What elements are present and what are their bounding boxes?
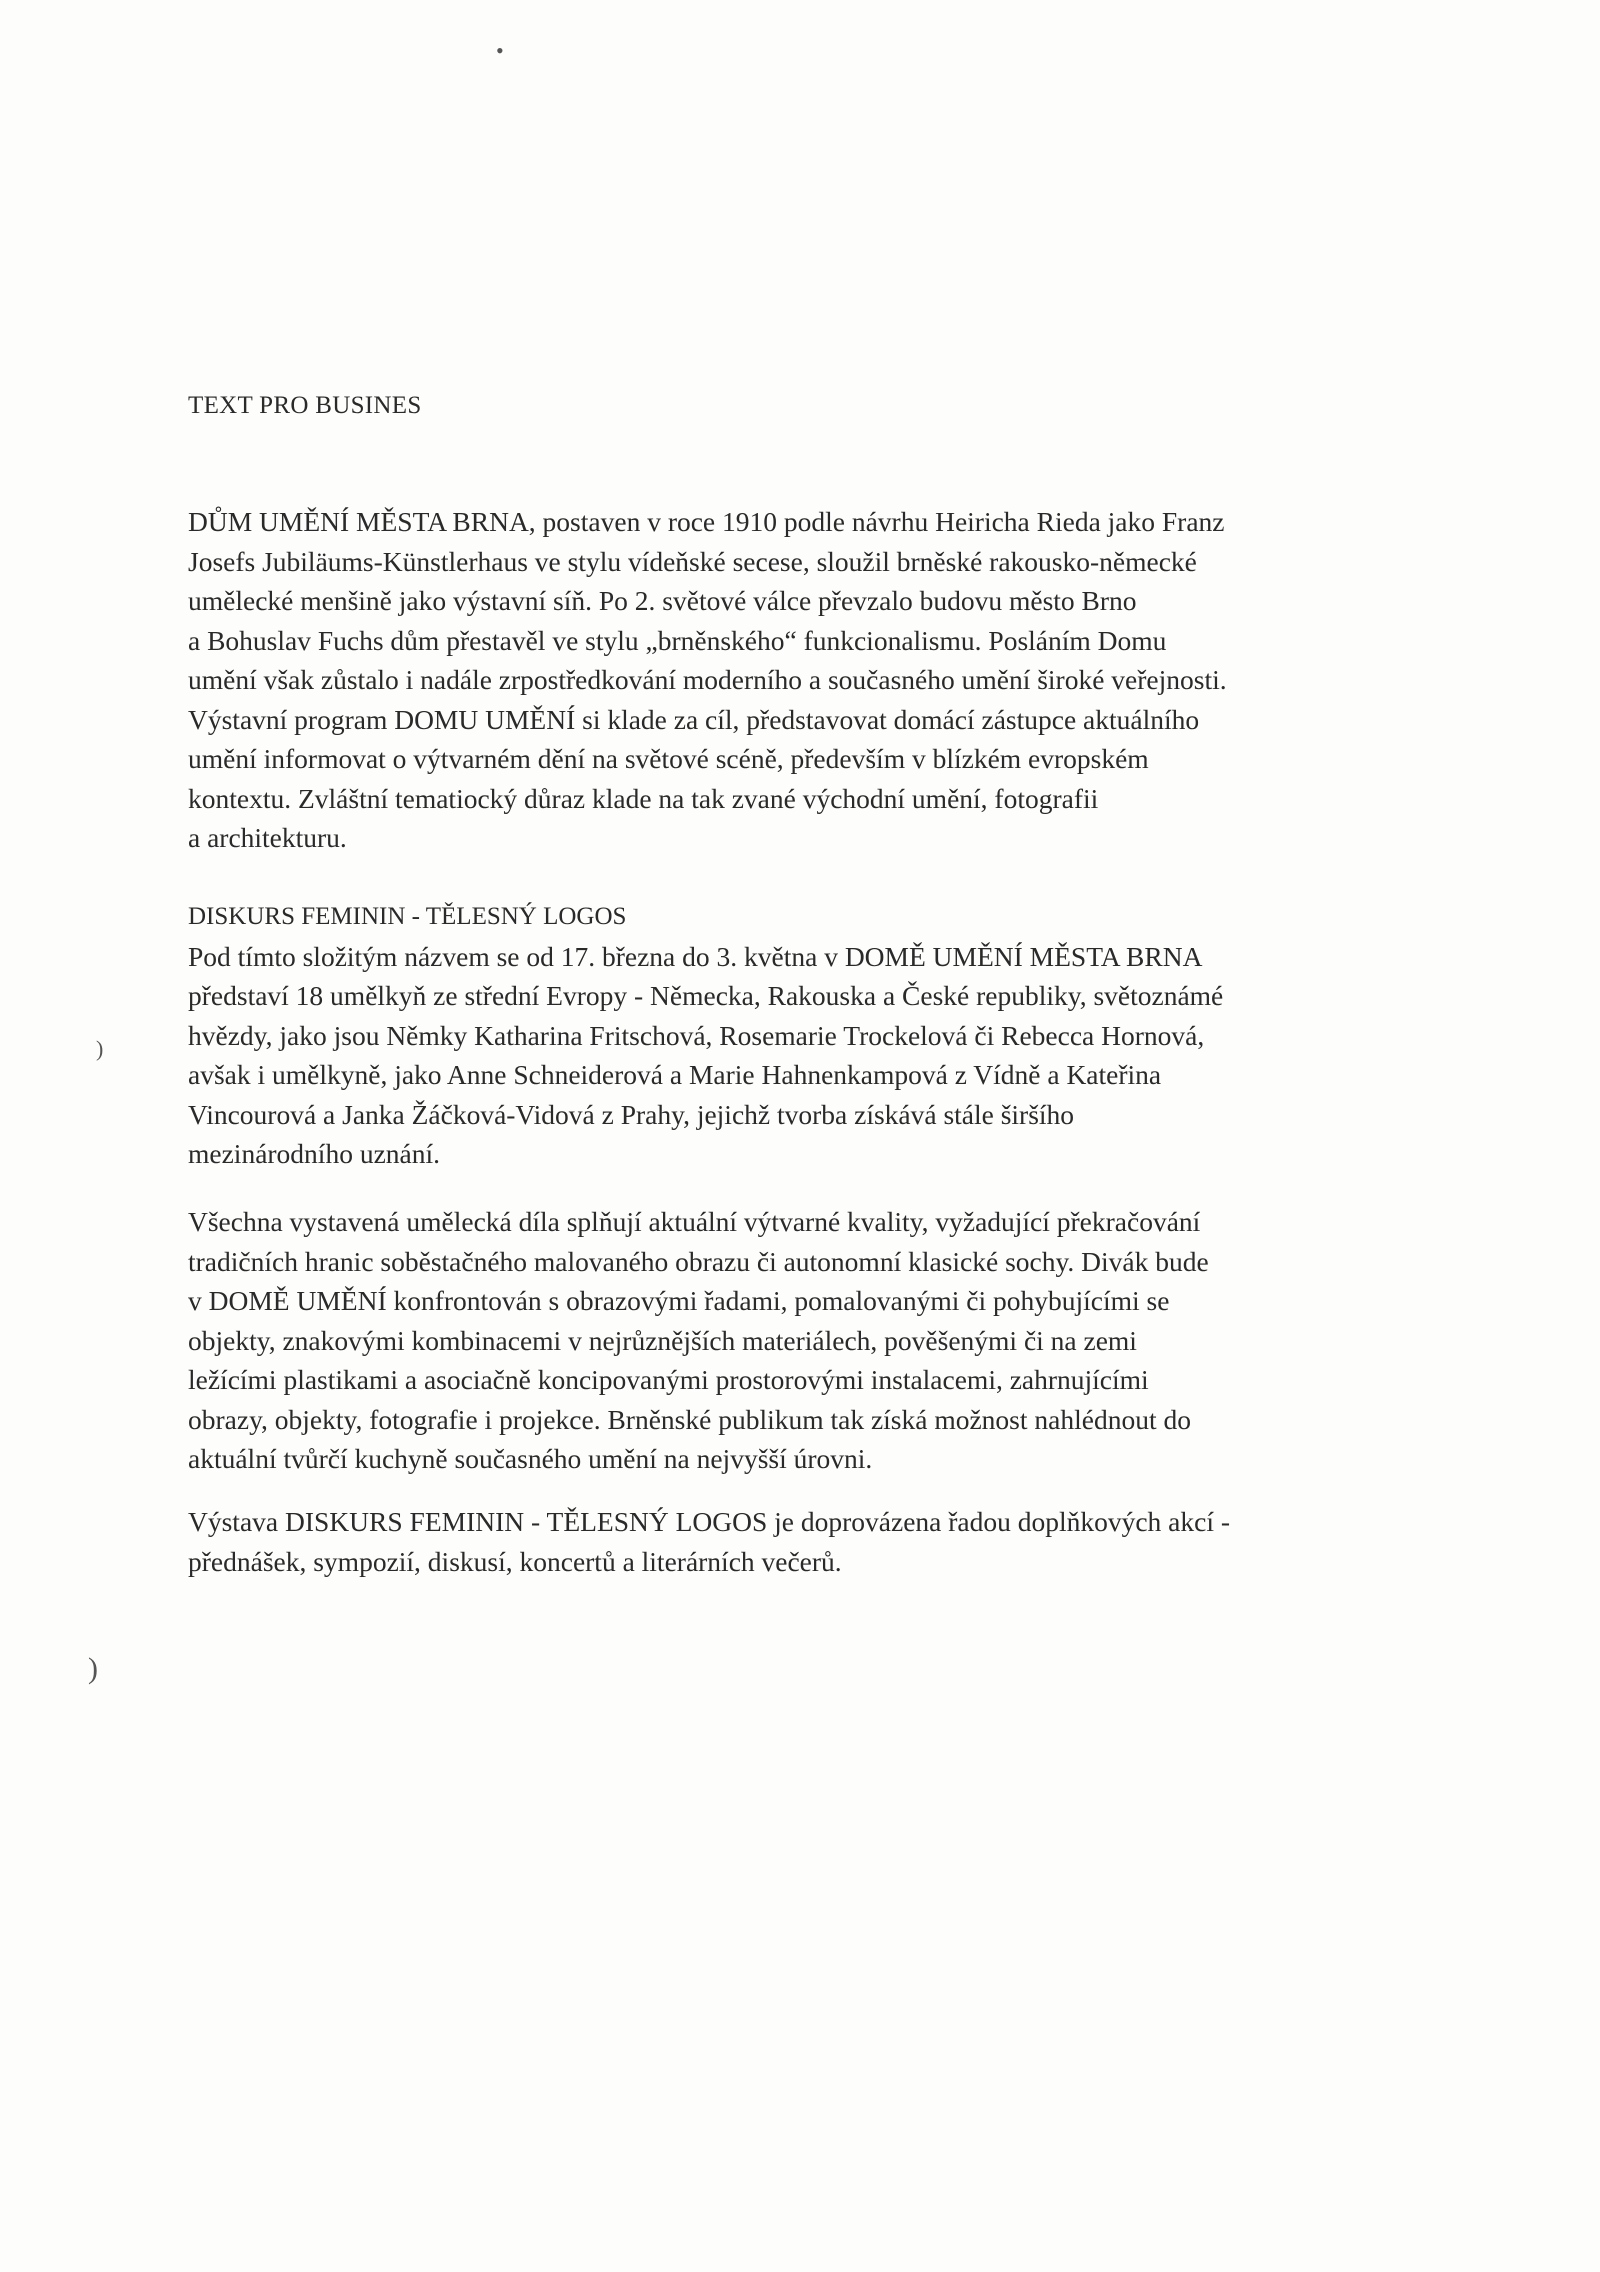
intro-line: a Bohuslav Fuchs dům přestavěl ve stylu „brněnského“ funkcionalismu. Posláním Domu: [188, 624, 1167, 656]
exhibition-line: představí 18 umělkyň ze střední Evropy - Německa, Rakouska a České republiky, světoznámé: [188, 980, 1224, 1011]
intro-line: kontextu. Zvláštní tematiocký důraz klade na tak zvané východní umění, fotografii: [188, 782, 1099, 814]
works-line: obrazy, objekty, fotografie i projekce. Brněnské publikum tak získá možnost nahlédnout do: [188, 1403, 1191, 1435]
works-line: tradičních hranic soběstačného malovaného obrazu či autonomní klasické sochy. Divák bude: [188, 1245, 1209, 1277]
works-line: aktuální tvůrčí kuchyně současného umění na nejvyšší úrovni.: [188, 1443, 873, 1474]
works-paragraph: [188, 1202, 1428, 1479]
works-line: ležícími plastikami a asociačně koncipovanými prostorovými instalacemi, zahrnujícími: [188, 1364, 1149, 1395]
closing-line: Výstava DISKURS FEMININ - TĚLESNÝ LOGOS je doprovázena řadou doplňkových akcí -: [188, 1506, 1231, 1537]
closing-line: přednášek, sympozií, diskusí, koncertů a literárních večerů.: [188, 1545, 842, 1577]
exhibition-line: hvězdy, jako jsou Němky Katharina Fritschová, Rosemarie Trockelová či Rebecca Hornová,: [188, 1019, 1205, 1051]
intro-line: Výstavní program DOMU UMĚNÍ si klade za cíl, představovat domácí zástupce aktuálního: [188, 703, 1200, 735]
intro-line: umění však zůstalo i nadále zrpostředkování moderního a současného umění široké veřejnosti.: [188, 664, 1227, 695]
intro-line: Josefs Jubiläums-Künstlerhaus ve stylu vídeňské secese, sloužil brněské rakousko-německé: [188, 545, 1197, 577]
works-line: Všechna vystavená umělecká díla splňují aktuální výtvarné kvality, vyžadující překračování: [188, 1206, 1201, 1237]
scan-mark-left-1: ): [96, 1036, 104, 1061]
intro-line: umělecké menšině jako výstavní síň. Po 2. světové válce převzalo budovu město Brno: [188, 585, 1137, 616]
scan-mark-left-2: ): [88, 1652, 98, 1685]
intro-line: umění informovat o výtvarném dění na světové scéně, především v blízkém evropském: [188, 743, 1149, 774]
intro-line: DŮM UMĚNÍ MĚSTA BRNA, postaven v roce 1910 podle návrhu Heiricha Rieda jako Franz: [188, 506, 1225, 537]
exhibition-heading: DISKURS FEMININ - TĚLESNÝ LOGOS: [188, 903, 627, 930]
closing-paragraph: [188, 1502, 1428, 1581]
exhibition-line: Vincourová a Janka Žáčková-Vidová z Prahy, jejichž tvorba získává stále širšího: [188, 1098, 1075, 1130]
intro-line: a architekturu.: [188, 822, 347, 853]
document-title: TEXT PRO BUSINES: [188, 392, 422, 419]
scan-mark-top: •: [496, 38, 504, 63]
exhibition-section: [188, 897, 1428, 1174]
works-line: objekty, znakovými kombinacemi v nejrůznějších materiálech, pověšenými či na zemi: [188, 1324, 1137, 1356]
exhibition-line: avšak i umělkyně, jako Anne Schneiderová a Marie Hahnenkampová z Vídně a Kateřina: [188, 1059, 1162, 1090]
exhibition-line: Pod tímto složitým názvem se od 17. března do 3. května v DOMĚ UMĚNÍ MĚSTA BRNA: [188, 940, 1203, 972]
intro-paragraph: [188, 502, 1428, 858]
works-line: v DOMĚ UMĚNÍ konfrontován s obrazovými řadami, pomalovanými či pohybujícími se: [188, 1285, 1170, 1316]
exhibition-line: mezinárodního uznání.: [188, 1138, 440, 1169]
